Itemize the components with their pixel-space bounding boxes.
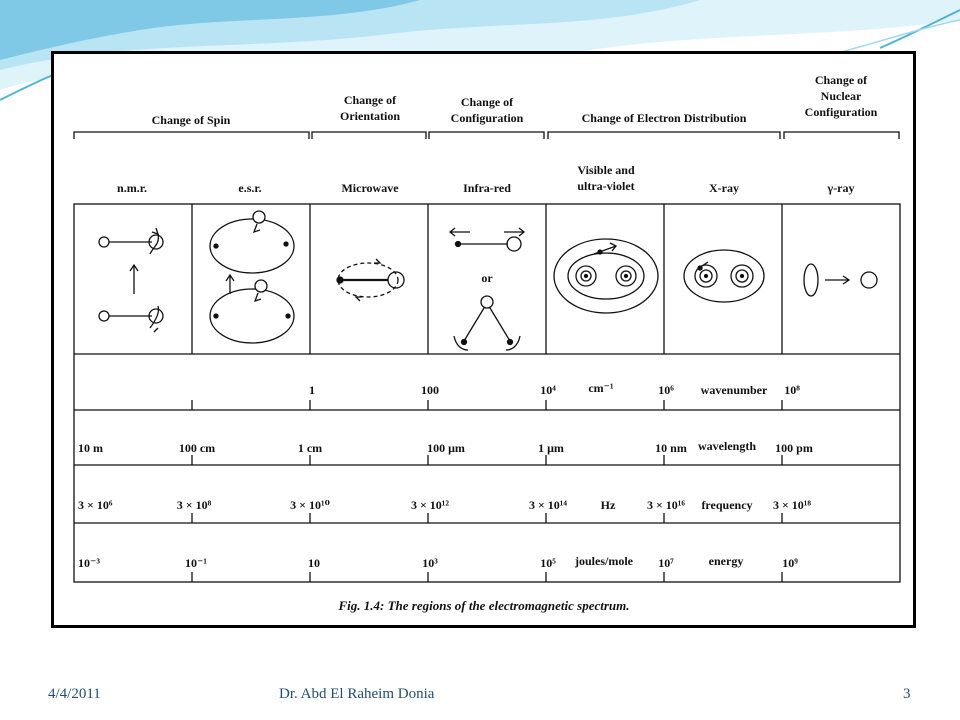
energy-unit: joules/mole <box>575 554 633 568</box>
region-label-visible-2: ultra-violet <box>577 179 635 193</box>
energy-value-2: 10⁻¹ <box>185 556 207 570</box>
energy-name: energy <box>708 554 744 568</box>
region-label-xray: X-ray <box>709 181 739 195</box>
frequency-value-6: 3 × 10¹⁶ <box>646 498 686 512</box>
wavelength-name: wavelength <box>698 439 756 453</box>
energy-value-4: 10³ <box>422 556 438 570</box>
frequency-name: frequency <box>701 498 753 512</box>
frequency-value-5: 3 × 10¹⁴ <box>528 498 568 512</box>
region-label-visible-1: Visible and <box>577 163 635 177</box>
xray-illustration <box>684 250 764 302</box>
wavelength-value-5: 1 μm <box>538 441 564 455</box>
frequency-value-7: 3 × 10¹⁸ <box>772 498 812 512</box>
group-header-configuration-2: Configuration <box>450 111 524 125</box>
wavelength-value-1: 10 m <box>78 441 103 455</box>
region-label-nmr: n.m.r. <box>117 181 147 195</box>
infrared-illustration <box>450 228 524 350</box>
infrared-or-label: or <box>481 271 493 285</box>
energy-value-6: 10⁷ <box>658 556 674 570</box>
wavelength-value-6: 10 nm <box>655 441 687 455</box>
frequency-value-2: 3 × 10⁸ <box>176 498 212 512</box>
wavenumber-value-1: 1 <box>309 383 315 397</box>
energy-value-3: 10 <box>308 556 320 570</box>
group-header-nuclear-1: Change of <box>814 73 868 87</box>
wavelength-value-3: 1 cm <box>297 441 323 455</box>
footer-author: Dr. Abd El Raheim Donia <box>279 686 435 702</box>
frequency-value-1: 3 × 10⁶ <box>78 498 113 512</box>
group-header-orientation-1: Change of <box>343 93 397 107</box>
spectrum-diagram <box>54 54 913 625</box>
group-header-nuclear-3: Configuration <box>804 105 878 119</box>
nmr-illustration <box>99 228 163 332</box>
energy-value-1: 10⁻³ <box>78 556 100 570</box>
footer-date: 4/4/2011 <box>48 686 101 702</box>
wavelength-value-7: 100 pm <box>775 441 813 455</box>
wavelength-value-2: 100 cm <box>178 441 216 455</box>
scale-ticks <box>192 400 782 582</box>
wavenumber-value-2: 100 <box>421 383 439 397</box>
wavenumber-value-5: 10⁸ <box>784 383 800 397</box>
energy-value-5: 10⁵ <box>540 556 556 570</box>
wavenumber-name: wavenumber <box>700 383 768 397</box>
footer-page-number: 3 <box>903 686 911 702</box>
figure-caption: Fig. 1.4: The regions of the electromagnetic spectrum. <box>338 598 630 613</box>
esr-illustration <box>210 211 294 343</box>
frequency-value-3: 3 × 10¹⁰ <box>290 498 330 512</box>
group-header-configuration-1: Change of <box>460 95 514 109</box>
region-label-infrared: Infra-red <box>463 181 511 195</box>
wavelength-value-4: 100 μm <box>427 441 465 455</box>
region-label-microwave: Microwave <box>341 181 399 195</box>
group-header-electron: Change of Electron Distribution <box>581 111 747 125</box>
region-label-gammaray: γ-ray <box>827 181 855 195</box>
microwave-illustration <box>337 259 404 301</box>
group-header-nuclear-2: Nuclear <box>820 89 862 103</box>
group-braces <box>74 132 899 139</box>
spectrum-figure <box>51 51 916 628</box>
region-label-esr: e.s.r. <box>238 181 262 195</box>
wavenumber-value-3: 10⁴ <box>540 383 556 397</box>
visible-uv-illustration <box>554 239 658 313</box>
frequency-unit: Hz <box>600 498 616 512</box>
table-outline <box>74 204 900 582</box>
gammaray-illustration <box>804 264 877 296</box>
group-header-spin: Change of Spin <box>151 113 231 127</box>
energy-value-7: 10⁹ <box>782 556 798 570</box>
group-header-orientation-2: Orientation <box>340 109 400 123</box>
wavenumber-value-4: 10⁶ <box>658 383 674 397</box>
frequency-value-4: 3 × 10¹² <box>410 498 450 512</box>
wavenumber-unit: cm⁻¹ <box>588 381 614 395</box>
